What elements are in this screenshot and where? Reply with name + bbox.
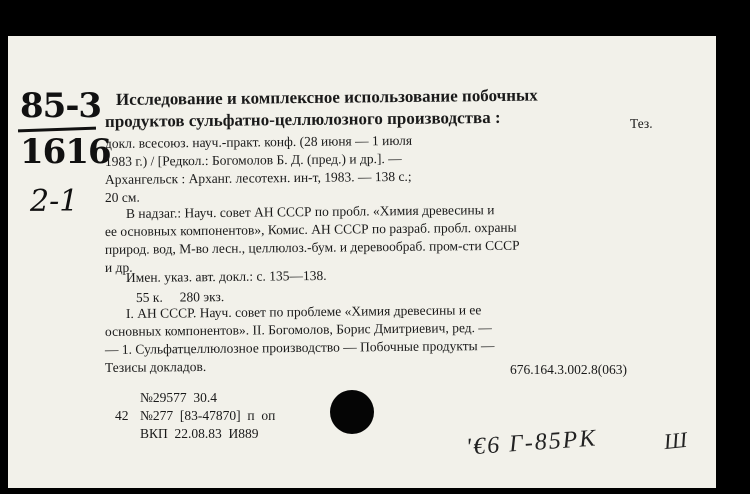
publisher-note-line-1: В надзаг.: Науч. совет АН СССР по пробл. «Химия древесины и	[125, 202, 495, 221]
call-number-line-3: 2-1	[30, 184, 79, 219]
price-copies: 55 к. 280 экз.	[135, 289, 225, 305]
title-line-1: Исследование и комплексное использование побочных	[115, 85, 538, 109]
registry-line-1: №29577 30.4	[140, 390, 218, 405]
description-line-3: 1983 г.) / [Редкол.: Богомолов Б. Д. (пред.) и др.]. —	[104, 150, 402, 169]
udc-number: 676.164.3.002.8(063)	[510, 362, 627, 377]
registry-prefix: 42	[115, 408, 129, 423]
registry-line-2: №277 [83-47870] п оп	[140, 408, 276, 423]
publisher-note-line-3: природ. вод, М-во лесн., целлюлоз.-бум. и деревообраб. пром-сти СССР	[104, 237, 520, 257]
tracing-line-2: основных компонентов». II. Богомолов, Борис Дмитриевич, ред. —	[104, 319, 492, 339]
publisher-note-line-2: ее основных компонентов», Комис. АН СССР по разраб. пробл. охраны	[104, 219, 517, 239]
registry-line-3: ВКП 22.08.83 И889	[140, 426, 259, 441]
call-number-line-1: 85-3	[20, 86, 102, 126]
description-line-5: 20 см.	[104, 189, 140, 205]
description-line-1: Тез.	[629, 115, 653, 131]
tracing-line-4: Тезисы докладов.	[104, 358, 207, 375]
publisher-note-line-4: и др.	[104, 259, 133, 275]
call-number-line-2: 1616	[20, 132, 111, 172]
inventory-stamp-right: Ш	[662, 426, 689, 455]
catalog-card	[8, 36, 716, 488]
ink-blot	[330, 390, 374, 434]
description-line-4: Архангельск : Арханг. лесотехн. ин-т, 1983. — 138 с.;	[104, 168, 412, 187]
tracing-line-3: — 1. Сульфатцеллюлозное производство — Побочные продукты —	[104, 337, 495, 357]
title-line-2: продуктов сульфатно-целлюлозного производства :	[104, 107, 501, 131]
inventory-stamp-left: '€6 Г-85РК	[465, 425, 599, 461]
tracing-line-1: I. АН СССР. Науч. совет по проблеме «Химия древесины и ее	[125, 302, 482, 321]
index-note: Имен. указ. авт. докл.: с. 135—138.	[125, 267, 327, 285]
description-line-2: докл. всесоюз. науч.-практ. конф. (28 июня — 1 июля	[104, 132, 413, 151]
